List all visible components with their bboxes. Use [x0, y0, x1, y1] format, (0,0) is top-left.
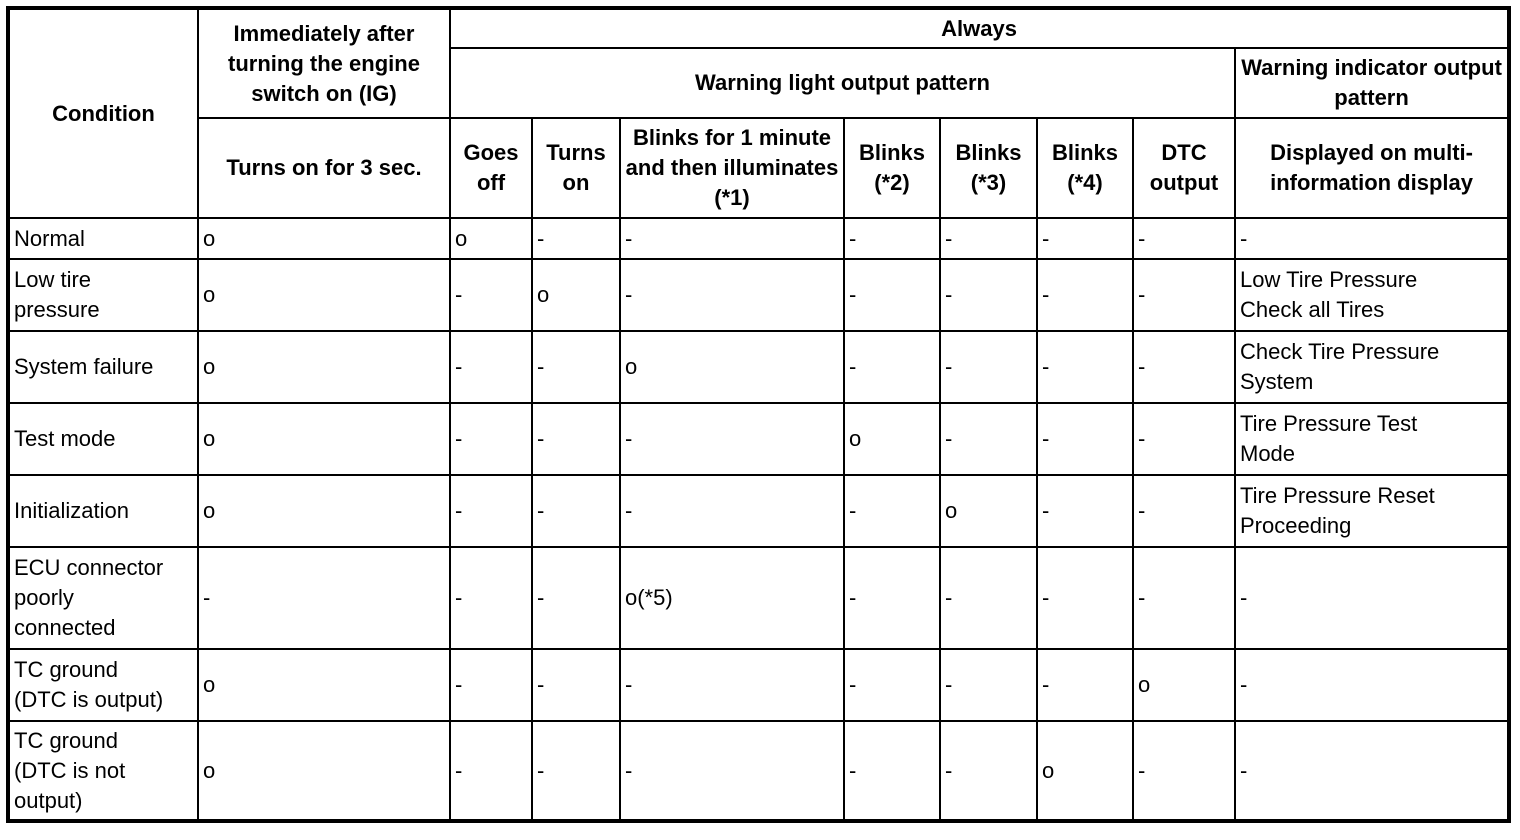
table-cell: - — [940, 403, 1037, 475]
table-cell: o — [940, 475, 1037, 547]
table-row — [8, 218, 1509, 259]
header-goes-off: Goes off — [450, 118, 532, 218]
table-cell: - — [450, 547, 532, 649]
header-blinks-2: Blinks (*2) — [844, 118, 940, 218]
table-cell: o — [198, 403, 450, 475]
table-cell: - — [1037, 649, 1133, 721]
table-cell: o — [198, 721, 450, 821]
header-blinks-3: Blinks (*3) — [940, 118, 1037, 218]
table-cell: - — [844, 331, 940, 403]
table-cell: - — [844, 721, 940, 821]
table-cell: - — [844, 475, 940, 547]
table-cell: - — [532, 721, 620, 821]
table-cell: Check Tire Pressure System — [1235, 331, 1509, 403]
table-cell: - — [1133, 403, 1235, 475]
table-cell: o(*5) — [620, 547, 844, 649]
condition-cell: TC ground (DTC is output) — [8, 649, 198, 721]
table-cell: - — [532, 475, 620, 547]
table-cell: - — [844, 547, 940, 649]
table-cell: - — [940, 547, 1037, 649]
header-dtc-output: DTC output — [1133, 118, 1235, 218]
tire-pressure-warning-table — [6, 6, 1511, 823]
table-cell: - — [1133, 475, 1235, 547]
table-cell: - — [532, 547, 620, 649]
table-cell: - — [1133, 547, 1235, 649]
table-cell: - — [1235, 547, 1509, 649]
table-cell: o — [198, 259, 450, 331]
table-cell: - — [1037, 475, 1133, 547]
table-cell: - — [1037, 218, 1133, 259]
table-cell: o — [450, 218, 532, 259]
table-cell: - — [620, 403, 844, 475]
table-cell: - — [532, 331, 620, 403]
table-row — [8, 331, 1509, 403]
table-cell: o — [844, 403, 940, 475]
table-cell: - — [532, 218, 620, 259]
condition-cell: Low tire pressure — [8, 259, 198, 331]
header-warning-indicator-pattern: Warning indicator output pattern — [1235, 48, 1509, 118]
table-cell: o — [198, 475, 450, 547]
table-cell: Tire Pressure Reset Proceeding — [1235, 475, 1509, 547]
header-always: Always — [450, 8, 1509, 48]
table-cell: - — [620, 475, 844, 547]
table-cell: - — [450, 259, 532, 331]
condition-cell: Test mode — [8, 403, 198, 475]
table-cell: o — [1133, 649, 1235, 721]
header-condition: Condition — [8, 8, 198, 218]
condition-cell: TC ground (DTC is not output) — [8, 721, 198, 821]
table-row — [8, 475, 1509, 547]
table-cell: - — [1037, 547, 1133, 649]
table-cell: - — [1133, 218, 1235, 259]
table-row — [8, 403, 1509, 475]
table-cell: - — [450, 403, 532, 475]
table-cell: - — [620, 649, 844, 721]
table-row — [8, 547, 1509, 649]
header-immediately-after-ig: Immediately after turning the engine switch on (IG) — [198, 8, 450, 118]
table-cell: - — [1133, 259, 1235, 331]
table-cell: - — [620, 218, 844, 259]
table-cell: - — [620, 259, 844, 331]
table-cell: - — [1235, 218, 1509, 259]
table-cell: - — [1133, 721, 1235, 821]
table-cell: - — [1235, 721, 1509, 821]
table-row — [8, 721, 1509, 821]
table-cell: - — [844, 218, 940, 259]
table-cell: - — [940, 259, 1037, 331]
table-cell: - — [620, 721, 844, 821]
header-warning-light-pattern: Warning light output pattern — [450, 48, 1235, 118]
table-cell: o — [198, 649, 450, 721]
table-row — [8, 259, 1509, 331]
table-cell: - — [450, 721, 532, 821]
table-cell: - — [940, 331, 1037, 403]
header-turns-on: Turns on — [532, 118, 620, 218]
table-cell: - — [1235, 649, 1509, 721]
table-cell: - — [1037, 331, 1133, 403]
table-cell: - — [450, 649, 532, 721]
table-cell: - — [450, 331, 532, 403]
header-turns-on-3sec: Turns on for 3 sec. — [198, 118, 450, 218]
table-cell: o — [620, 331, 844, 403]
table-cell: - — [940, 721, 1037, 821]
condition-cell: Initialization — [8, 475, 198, 547]
table-cell: - — [940, 649, 1037, 721]
table-cell: - — [844, 259, 940, 331]
condition-cell: ECU connector poorly connected — [8, 547, 198, 649]
header-displayed-on-mid: Displayed on multi-information display — [1235, 118, 1509, 218]
table-cell: - — [450, 475, 532, 547]
header-blinks-1min: Blinks for 1 minute and then illuminates (*1) — [620, 118, 844, 218]
table-cell: Low Tire Pressure Check all Tires — [1235, 259, 1509, 331]
table-cell: - — [844, 649, 940, 721]
table-cell: - — [532, 649, 620, 721]
condition-cell: Normal — [8, 218, 198, 259]
table-cell: - — [1133, 331, 1235, 403]
header-blinks-4: Blinks (*4) — [1037, 118, 1133, 218]
condition-cell: System failure — [8, 331, 198, 403]
table-cell: o — [1037, 721, 1133, 821]
table-cell: Tire Pressure Test Mode — [1235, 403, 1509, 475]
table-cell: - — [940, 218, 1037, 259]
table-cell: - — [1037, 259, 1133, 331]
table-row — [8, 649, 1509, 721]
table-cell: - — [532, 403, 620, 475]
table-cell: o — [532, 259, 620, 331]
table-cell: - — [198, 547, 450, 649]
table-cell: o — [198, 331, 450, 403]
table-cell: o — [198, 218, 450, 259]
table-cell: - — [1037, 403, 1133, 475]
